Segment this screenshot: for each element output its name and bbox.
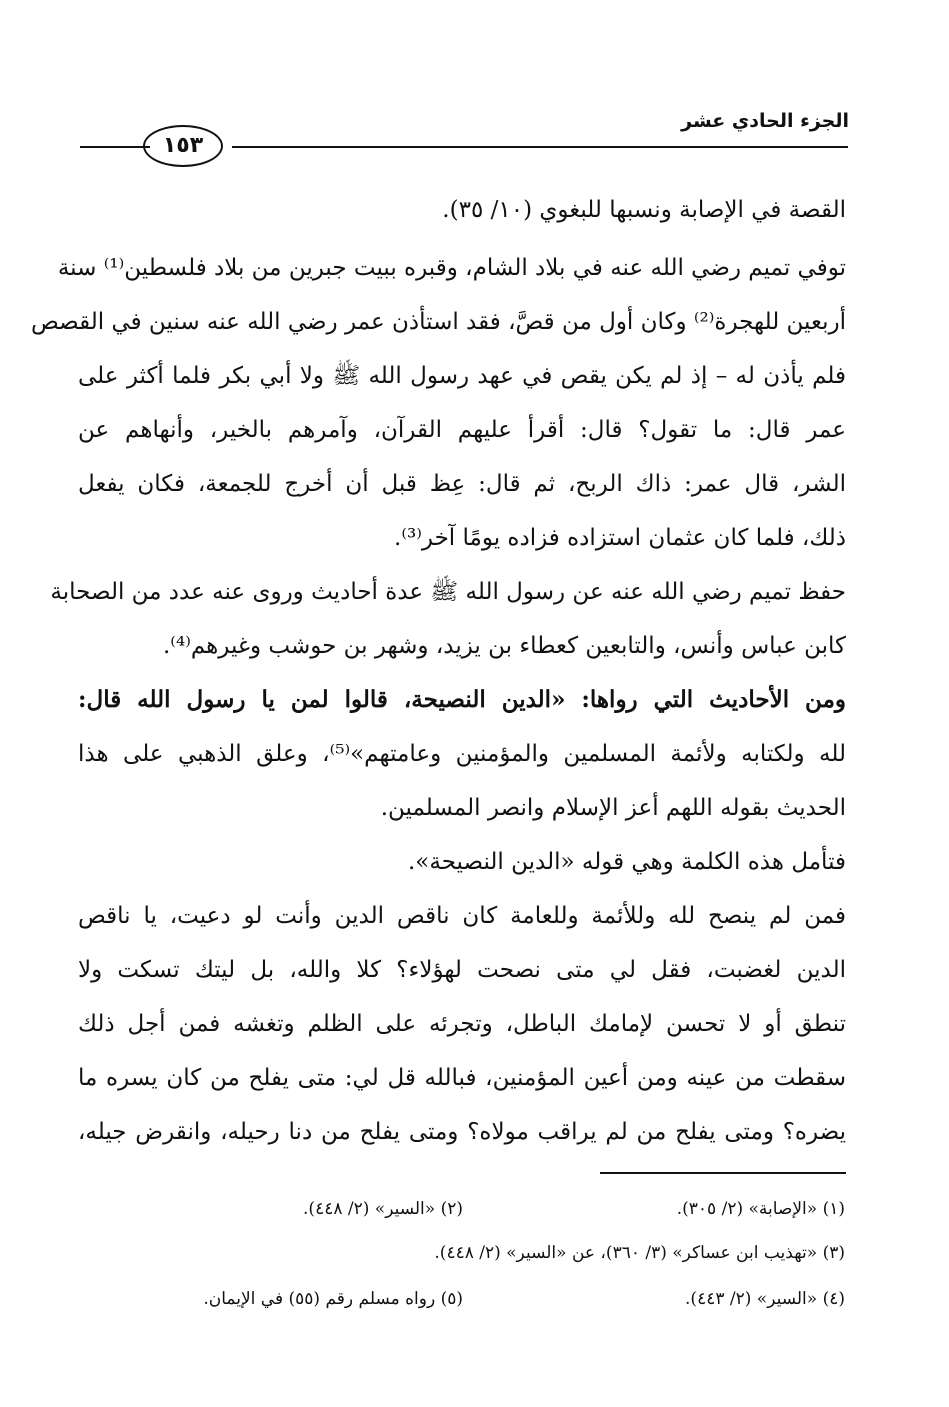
footnote-4: (٤) «السير» (٢/ ٤٤٣). bbox=[685, 1289, 845, 1309]
footnote-3: (٣) «تهذيب ابن عساكر» (٣/ ٣٦٠)، عن «السير» (٢/ ٤٤٨). bbox=[434, 1243, 845, 1263]
footnote-2: (٢) «السير» (٢/ ٤٤٨). bbox=[303, 1199, 463, 1219]
page-number-badge: ١٥٣ bbox=[143, 125, 223, 167]
text-line: حفظ تميم رضي الله عنه عن رسول الله ﷺ عدة أحاديث وروى عنه عدد من الصحابة bbox=[50, 579, 846, 605]
text-line: يضره؟ ومتى يفلح من لم يراقب مولاه؟ ومتى يفلح من دنا رحيله، وانقرض جيله، bbox=[78, 1119, 846, 1145]
footnote-1: (١) «الإصابة» (٢/ ٣٠٥). bbox=[676, 1199, 845, 1219]
text-line: توفي تميم رضي الله عنه في بلاد الشام، وقبره ببيت جبرين من بلاد فلسطين⁽¹⁾ سنة bbox=[57, 255, 846, 281]
text-line: فلم يأذن له – إذ لم يكن يقص في عهد رسول الله ﷺ ولا أبي بكر فلما أكثر على bbox=[78, 363, 846, 389]
text-line: عمر قال: ما تقول؟ قال: أقرأ عليهم القرآن، وآمرهم بالخير، وأنهاهم عن bbox=[78, 417, 846, 443]
footnote-5: (٥) رواه مسلم رقم (٥٥) في الإيمان. bbox=[203, 1289, 463, 1309]
text-line: فتأمل هذه الكلمة وهي قوله «الدين النصيحة». bbox=[408, 849, 846, 875]
text-line: تنطق أو لا تحسن لإمامك الباطل، وتجرئه على الظلم وتغشه فمن أجل ذلك bbox=[78, 1011, 846, 1037]
text-line: أربعين للهجرة⁽²⁾ وكان أول من قصَّ، فقد استأذن عمر رضي الله عنه سنين في القصص bbox=[30, 309, 846, 335]
header-rule-left bbox=[80, 146, 150, 148]
text-line: الشر، قال عمر: ذاك الربح، ثم قال: عِظ قبل أن أخرج للجمعة، فكان يفعل bbox=[78, 471, 846, 497]
text-line: الدين لغضبت، فقل لي متى نصحت لهؤلاء؟ كلا والله، بل ليتك تسكت ولا bbox=[78, 957, 846, 983]
text-line: فمن لم ينصح لله وللأئمة وللعامة كان ناقص الدين وأنت لو دعيت، يا ناقص bbox=[78, 903, 846, 929]
text-line: سقطت من عينه ومن أعين المؤمنين، فبالله قل لي: متى يفلح من كان يسره ما bbox=[78, 1065, 846, 1091]
text-line: الحديث بقوله اللهم أعز الإسلام وانصر المسلمين. bbox=[380, 795, 846, 821]
text-line-hadith: ومن الأحاديث التي رواها: «الدين النصيحة، قالوا لمن يا رسول الله قال: bbox=[78, 686, 846, 713]
text-line: كابن عباس وأنس، والتابعين كعطاء بن يزيد، وشهر بن حوشب وغيرهم⁽⁴⁾. bbox=[163, 633, 846, 659]
text-line: القصة في الإصابة ونسبها للبغوي (١٠/ ٣٥). bbox=[442, 197, 846, 223]
running-title: الجزء الحادي عشر bbox=[681, 110, 849, 132]
footnote-separator bbox=[600, 1172, 846, 1174]
text-line: ذلك، فلما كان عثمان استزاده فزاده يومًا آخر⁽³⁾. bbox=[394, 525, 846, 551]
text-line-hadith: لله ولكتابه ولأئمة المسلمين والمؤمنين وعامتهم»⁽⁵⁾، وعلق الذهبي على هذا bbox=[78, 741, 846, 767]
header-rule-right bbox=[232, 146, 848, 148]
